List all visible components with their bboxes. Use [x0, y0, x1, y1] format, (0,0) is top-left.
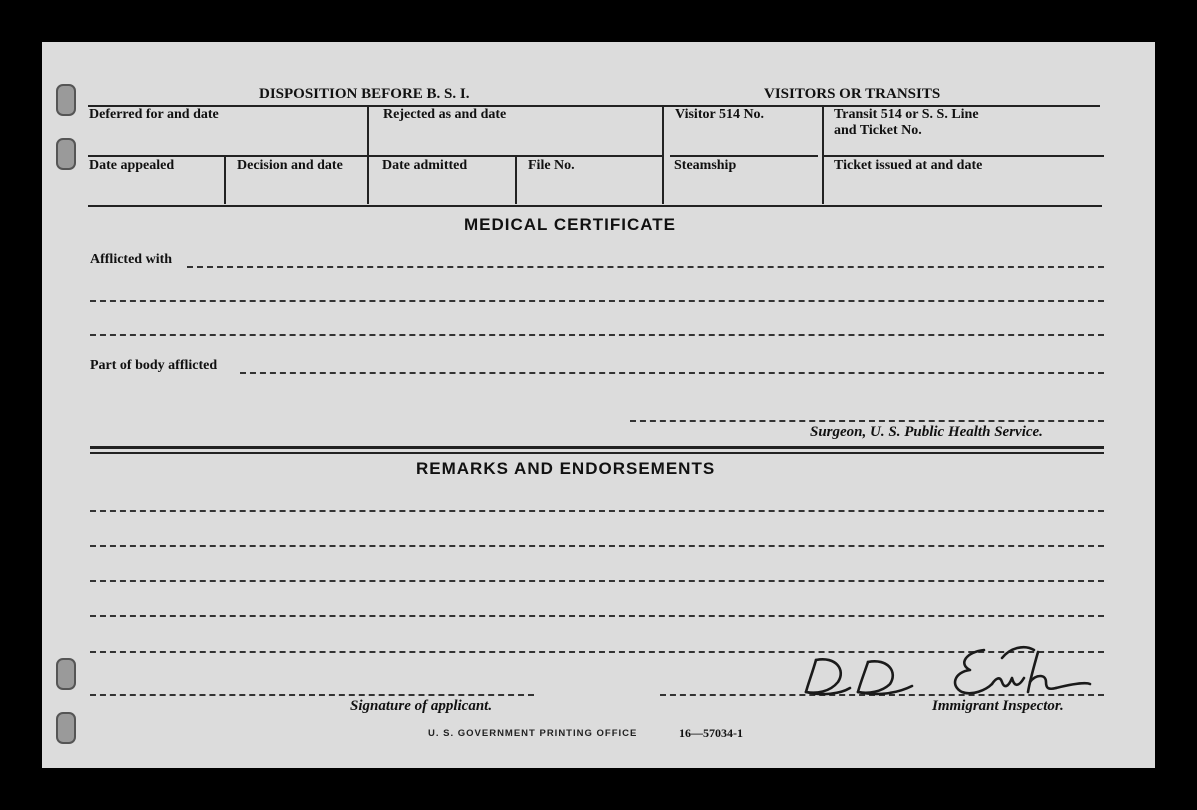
- visitors-heading: VISITORS OR TRANSITS: [764, 86, 941, 102]
- applicant-signature-line: [90, 694, 534, 696]
- remarks-line: [90, 615, 1104, 617]
- decision-label: Decision and date: [237, 158, 343, 173]
- part-of-body-label: Part of body afflicted: [90, 358, 218, 373]
- form-number: 16—57034-1: [679, 726, 743, 740]
- column-divider: [367, 106, 369, 204]
- visitor-label: Visitor 514 No.: [675, 107, 765, 122]
- ticket-label: Ticket issued at and date: [834, 158, 983, 173]
- table-mid-rule: [822, 155, 1104, 157]
- binder-hole: [56, 84, 76, 116]
- remarks-heading: REMARKS AND ENDORSEMENTS: [416, 459, 716, 478]
- transit-label: Transit 514 or S. S. Line: [834, 107, 979, 122]
- part-of-body-line: [240, 372, 1104, 374]
- file-no-label: File No.: [528, 158, 575, 173]
- table-mid-rule: [670, 155, 818, 157]
- afflicted-line: [90, 334, 1104, 336]
- disposition-heading: DISPOSITION BEFORE B. S. I.: [259, 86, 470, 102]
- section-rule: [90, 446, 1104, 449]
- column-divider: [224, 156, 226, 204]
- applicant-signature-label: Signature of applicant.: [350, 698, 493, 714]
- printer-imprint: U. S. GOVERNMENT PRINTING OFFICE: [428, 728, 638, 739]
- remarks-line: [90, 580, 1104, 582]
- column-divider: [662, 106, 664, 204]
- table-mid-rule: [88, 155, 662, 157]
- binder-hole: [56, 658, 76, 690]
- rejected-label: Rejected as and date: [383, 107, 507, 122]
- afflicted-line: [90, 300, 1104, 302]
- steamship-label: Steamship: [674, 158, 737, 173]
- binder-hole: [56, 712, 76, 744]
- surgeon-signature-line: [630, 420, 1104, 422]
- surgeon-label: Surgeon, U. S. Public Health Service.: [810, 424, 1043, 440]
- remarks-line: [90, 510, 1104, 512]
- record-card: [42, 42, 1155, 768]
- table-bottom-rule: [88, 205, 1102, 207]
- date-admitted-label: Date admitted: [382, 158, 468, 173]
- section-rule: [90, 452, 1104, 454]
- inspector-signature-label: Immigrant Inspector.: [932, 698, 1064, 714]
- afflicted-line: [187, 266, 1104, 268]
- remarks-line: [90, 545, 1104, 547]
- column-divider: [515, 156, 517, 204]
- inspector-signature: [802, 638, 1092, 704]
- date-appealed-label: Date appealed: [89, 158, 175, 173]
- deferred-label: Deferred for and date: [89, 107, 219, 122]
- column-divider: [822, 106, 824, 204]
- medical-heading: MEDICAL CERTIFICATE: [464, 215, 676, 234]
- binder-hole: [56, 138, 76, 170]
- afflicted-label: Afflicted with: [90, 252, 173, 267]
- transit-label-2: and Ticket No.: [834, 123, 922, 138]
